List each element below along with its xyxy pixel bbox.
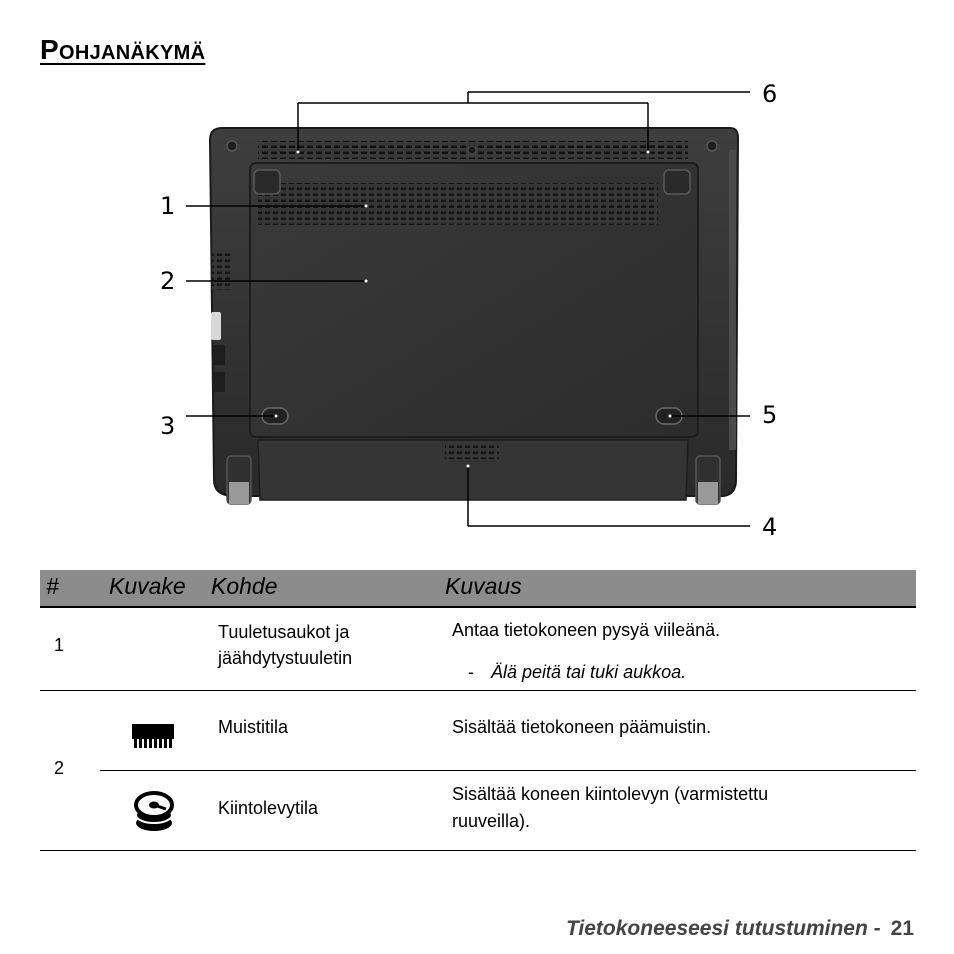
- memory-icon: [131, 721, 175, 756]
- row-description: ruuveilla).: [452, 811, 531, 831]
- row-divider: [100, 770, 916, 771]
- callout-3: 3: [160, 412, 176, 440]
- page-title: Pohjanäkymä: [40, 34, 206, 65]
- callout-4: 4: [762, 513, 778, 541]
- header-description: Kuvaus: [445, 573, 522, 599]
- row-number: 1: [54, 635, 65, 655]
- row-item: Tuuletusaukot ja: [218, 622, 350, 642]
- footer-section-title: Tietokoneeseesi tutustuminen -: [565, 917, 881, 940]
- table-bottom-rule: [40, 850, 916, 851]
- row-item: Muistitila: [218, 717, 289, 737]
- row-divider: [40, 690, 916, 691]
- header-number: #: [46, 573, 59, 599]
- callout-2: 2: [160, 267, 176, 295]
- header-icon: Kuvake: [109, 573, 186, 599]
- page-number: 21: [890, 917, 914, 940]
- callout-5: 5: [762, 401, 778, 429]
- row-description: Sisältää tietokoneen päämuistin.: [452, 717, 712, 737]
- usb-port-highlight: [211, 312, 221, 340]
- page-footer: [566, 917, 914, 941]
- callout-6: 6: [762, 80, 778, 108]
- table-header: [40, 570, 916, 608]
- row-item: Kiintolevytila: [218, 798, 319, 818]
- note-bullet: -: [468, 662, 474, 682]
- header-item: Kohde: [211, 573, 278, 599]
- hard-drive-icon: [133, 788, 175, 839]
- callout-1: 1: [160, 192, 176, 220]
- row-item: jäähdytystuuletin: [218, 648, 353, 668]
- row-note: Älä peitä tai tuki aukkoa.: [491, 662, 687, 682]
- row-description: Sisältää koneen kiintolevyn (varmistettu: [452, 784, 769, 804]
- row-description: Antaa tietokoneen pysyä viileänä.: [452, 620, 721, 640]
- row-number: 2: [54, 758, 65, 778]
